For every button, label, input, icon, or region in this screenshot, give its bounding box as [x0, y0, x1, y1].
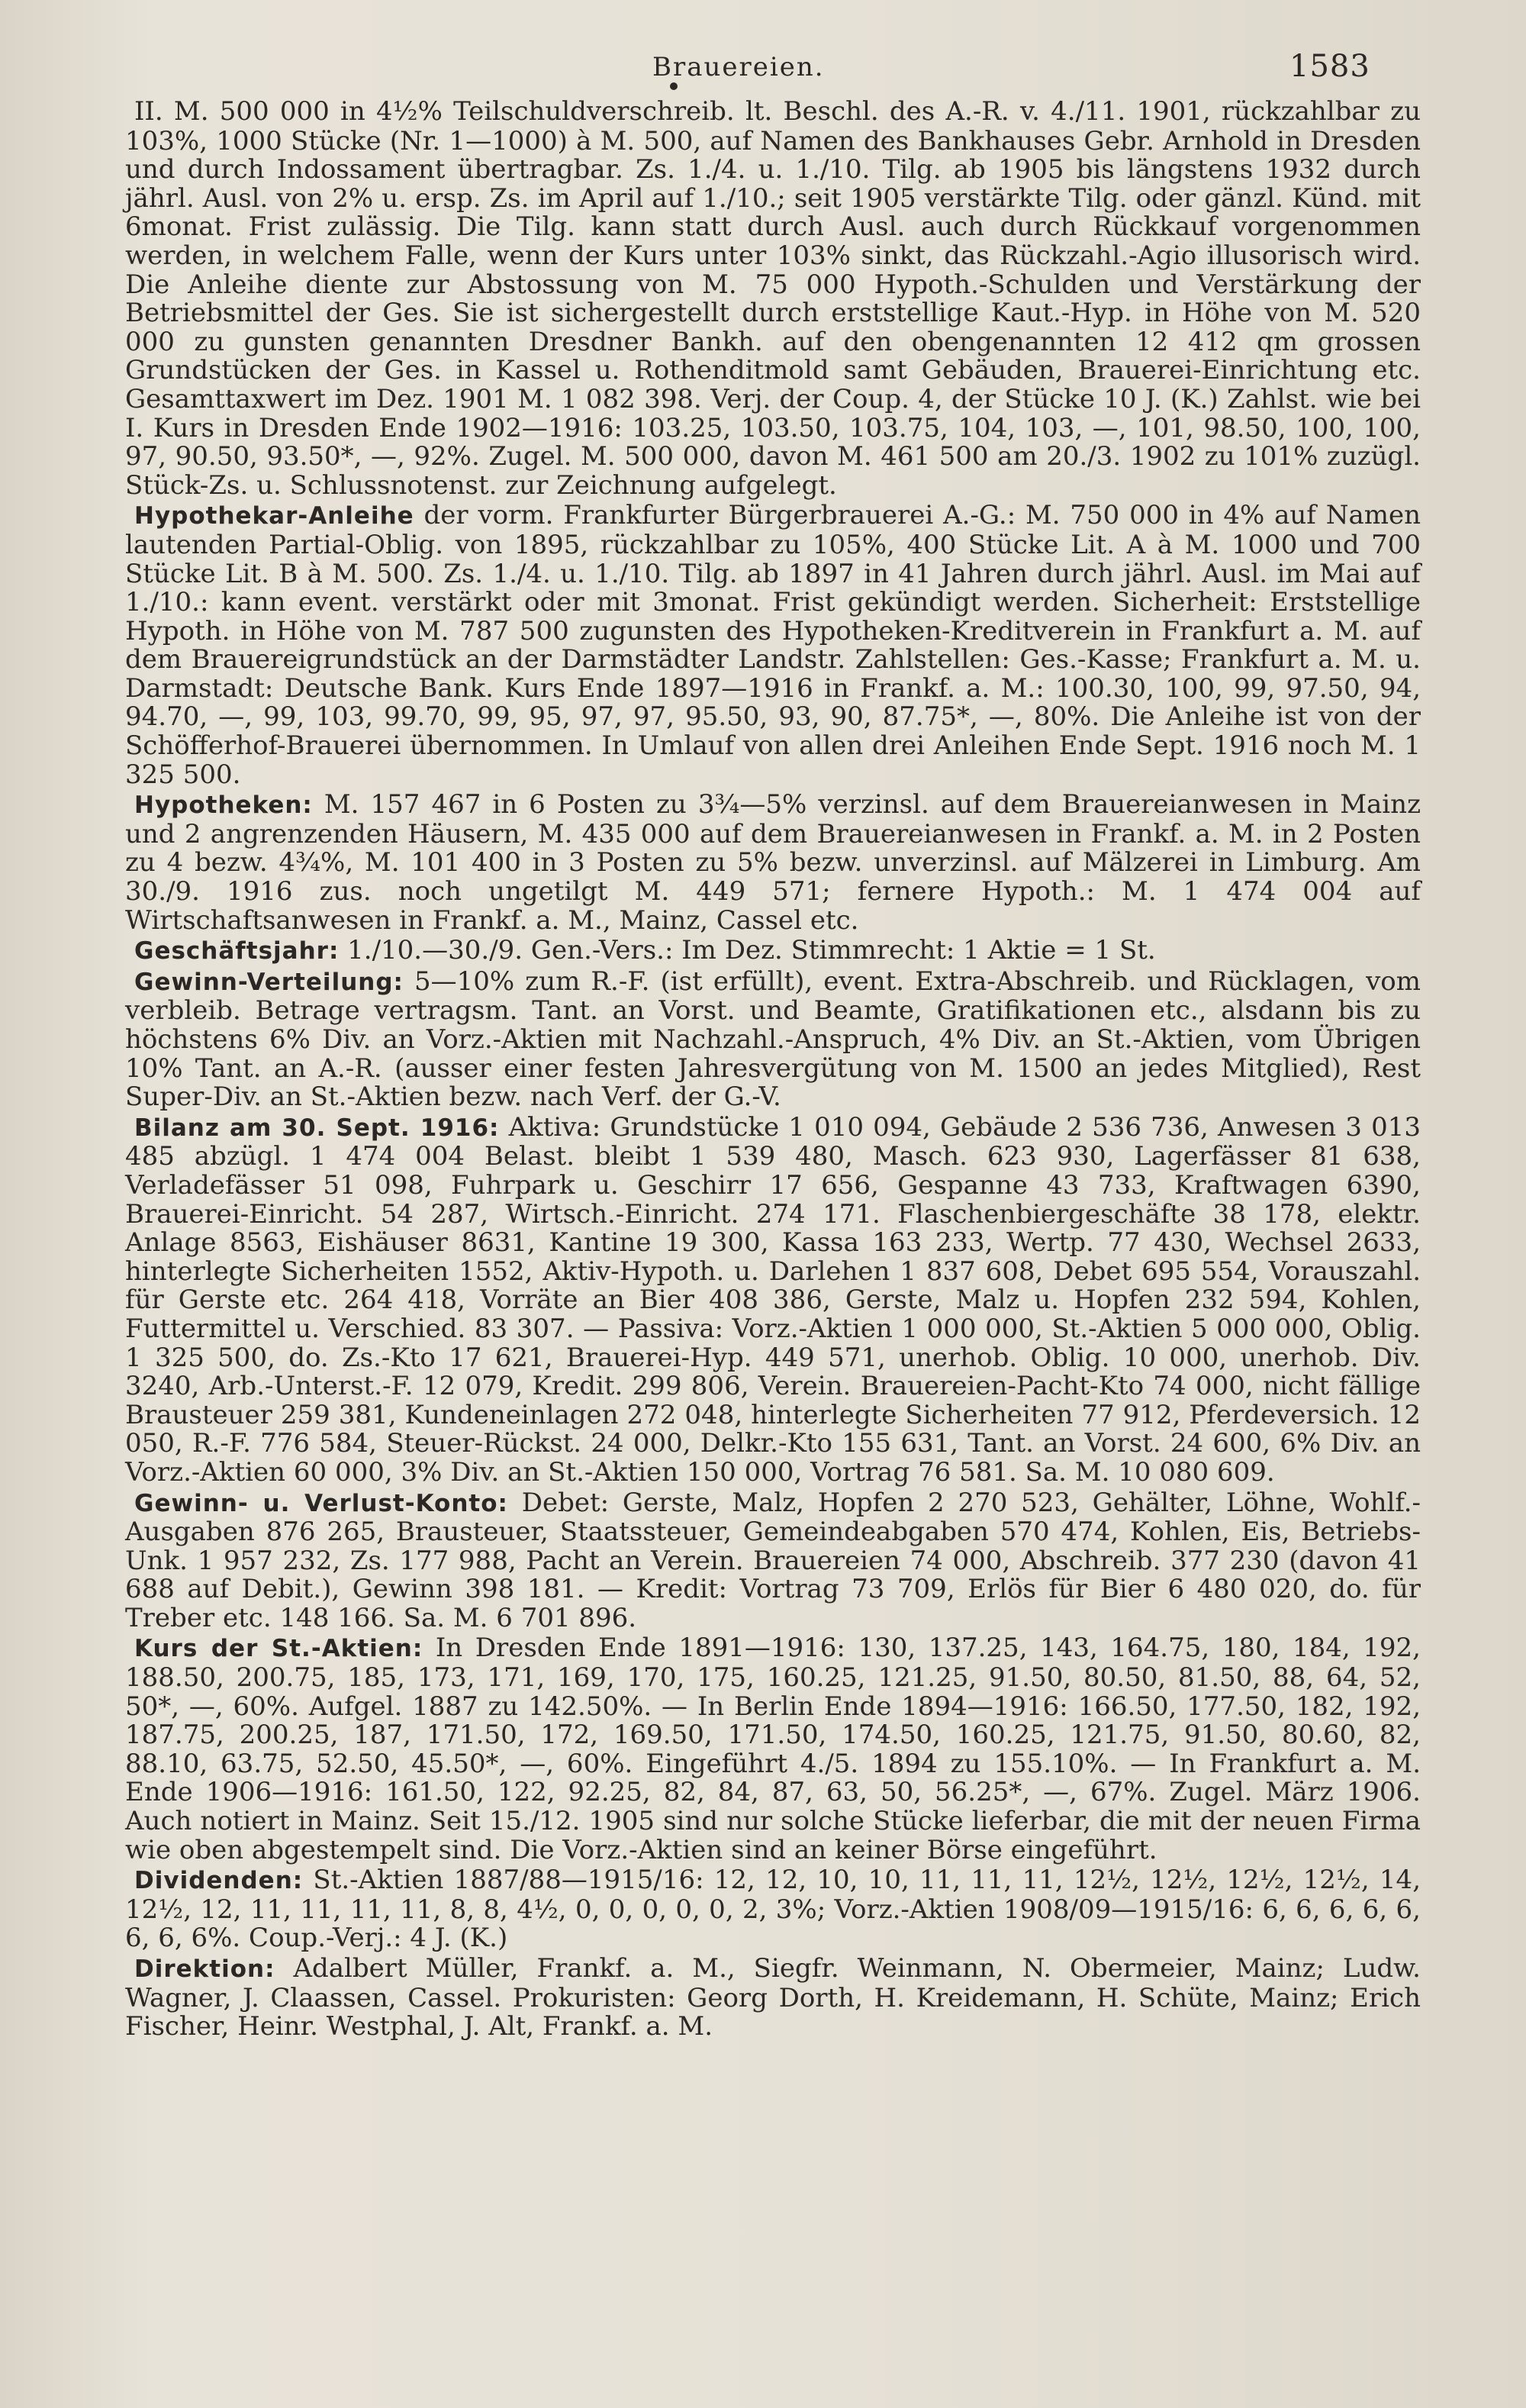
paragraph-lead: Gewinn- u. Verlust-Konto: — [134, 1489, 508, 1517]
paragraph-hypotheken — [125, 791, 1421, 935]
paragraph-text: St.-Aktien 1887/88—1915/16: 12, 12, 10, 10, 11, 11, 11, 12½, 12½, 12½, 12½, 14, 12½, 12, 11, 11, 11, 11, 8, 8, 4½, 0, 0, 0, 0, 0, 2, 3%; Vorz.-Aktien 1908/09—1915/16: 6, 6, 6, 6, 6, 6, 6, 6%. Coup.-Verj.: 4 J. (K.) — [125, 1865, 1421, 1954]
ink-dot-mark — [670, 82, 678, 90]
paragraph-lead: Gewinn-Verteilung: — [134, 968, 404, 996]
paragraph-lead: Hypothekar-Anleihe — [134, 502, 414, 530]
page-number: 1583 — [1289, 49, 1370, 84]
paragraph-lead: Geschäftsjahr: — [134, 937, 340, 965]
paragraph-gewinn-verlust-konto — [125, 1489, 1421, 1633]
paragraph-text: Debet: Gerste, Malz, Hopfen 2 270 523, Gehälter, Löhne, Wohlf.-Ausgaben 876 265, Brausteuer, Staatssteuer, Gemeindeabgaben 570 474, Kohlen, Eis, Betriebs-Unk. 1 957 232, Zs. 177 988, Pacht an Verein. Brauereien 74 000, Abschreib. 377 230 (davon 41 688 auf Debit.), Gewinn 398 181. — Kredit: Vortrag 73 709, Erlös für Bier 6 480 020, do. für Treber etc. 148 166. Sa. M. 6 701 896. — [125, 1487, 1421, 1633]
paragraph-lead: Direktion: — [134, 1955, 275, 1983]
paragraph-text: II. M. 500 000 in 4½% Teilschuldverschreib. lt. Beschl. des A.-R. v. 4./11. 1901, rückzahlbar zu 103%, 1000 Stücke (Nr. 1—1000) à M. 500, auf Namen des Bankhauses Gebr. Arnhold in Dresden und durch Indossament übertragbar. Zs. 1./4. u. 1./10. Tilg. ab 1905 bis längstens 1932 durch jährl. Ausl. von 2% u. ersp. Zs. im April auf 1./10.; seit 1905 verstärkte Tilg. oder gänzl. Künd. mit 6monat. Frist zulässig. Die Tilg. kann statt durch Ausl. auch durch Rückkauf vorgenommen werden, in welchem Falle, wenn der Kurs unter 103% sinkt, das Rückzahl.-Agio illusorisch wird. Die Anleihe diente zur Abstossung von M. 75 000 Hypoth.-Schulden und Verstärkung der Betriebsmittel der Ges. Sie ist sichergestellt durch erststellige Kaut.-Hyp. in Höhe von M. 520 000 zu gunsten genannten Dresdner Bankh. auf den obengenannten 12 412 qm grossen Grundstücken der Ges. in Kassel u. Rothenditmold samt Gebäuden, Brauerei-Einrichtung etc. Gesamttaxwert im Dez. 1901 M. 1 082 398. Verj. der Coup. 4, der Stücke 10 J. (K.) Zahlst. wie bei I. Kurs in Dresden Ende 1902—1916: 103.25, 103.50, 103.75, 104, 103, —, 101, 98.50, 100, 100, 97, 90.50, 93.50*, —, 92%. Zugel. M. 500 000, davon M. 461 500 am 20./3. 1902 zu 101% zuzügl. Stück-Zs. u. Schlussnotenst. zur Zeichnung aufgelegt. — [125, 96, 1421, 501]
paragraph-lead: Bilanz am 30. Sept. 1916: — [134, 1114, 500, 1142]
paragraph-text: Aktiva: Grundstücke 1 010 094, Gebäude 2 536 736, Anwesen 3 013 485 abzügl. 1 474 004 Belast. bleibt 1 539 480, Masch. 623 930, Lagerfässer 81 638, Verladefässer 51 098, Fuhrpark u. Geschirr 17 656, Gespanne 43 733, Kraftwagen 6390, Brauerei-Einricht. 54 287, Wirtsch.-Einricht. 274 171. Flaschenbiergeschäfte 38 178, elektr. Anlage 8563, Eishäuser 8631, Kantine 19 300, Kassa 163 233, Wertp. 77 430, Wechsel 2633, hinterlegte Sicherheiten 1552, Aktiv-Hypoth. u. Darlehen 1 837 608, Debet 695 554, Vorauszahl. für Gerste etc. 264 418, Vorräte an Bier 408 386, Gerste, Malz u. Hopfen 232 594, Kohlen, Futtermittel u. Verschied. 83 307. — Passiva: Vorz.-Aktien 1 000 000, St.-Aktien 5 000 000, Oblig. 1 325 500, do. Zs.-Kto 17 621, Brauerei-Hyp. 449 571, unerhob. Oblig. 10 000, unerhob. Div. 3240, Arb.-Unterst.-F. 12 079, Kredit. 299 806, Verein. Brauereien-Pacht-Kto 74 000, nicht fällige Brausteuer 259 381, Kundeneinlagen 272 048, hinterlegte Sicherheiten 77 912, Pferdeversich. 12 050, R.-F. 776 584, Steuer-Rückst. 24 000, Delkr.-Kto 155 631, Tant. an Vorst. 24 600, 6% Div. an Vorz.-Aktien 60 000, 3% Div. an St.-Aktien 150 000, Vortrag 76 581. Sa. M. 10 080 609. — [125, 1111, 1421, 1488]
paragraph-text: Adalbert Müller, Frankf. a. M., Siegfr. Weinmann, N. Obermeier, Mainz; Ludw. Wagner, J. Claassen, Cassel. Prokuristen: Georg Dorth, H. Kreidemann, H. Schüte, Mainz; Erich Fischer, Heinr. Westphal, J. Alt, Frankf. a. M. — [125, 1953, 1421, 2042]
paragraph-hypothekar-anleihe — [125, 501, 1421, 789]
page-header — [0, 47, 1526, 93]
paragraph-text: 5—10% zum R.-F. (ist erfüllt), event. Extra-Abschreib. und Rücklagen, vom verbleib. Betrage vertragsm. Tant. an Vorst. und Beamte, Gratifikationen etc., alsdann bis zu höchstens 6% Div. an Vorz.-Aktien mit Nachzahl.-Anspruch, 4% Div. an St.-Aktien, vom Übrigen 10% Tant. an A.-R. (ausser einer festen Jahresvergütung von M. 1500 an jedes Mitglied), Rest Super-Div. an St.-Aktien bezw. nach Verf. der G.-V. — [125, 965, 1421, 1113]
paragraph-text: der vorm. Frankfurter Bürgerbrauerei A.-G.: M. 750 000 in 4% auf Namen lautenden Partial-Oblig. von 1895, rückzahlbar zu 105%, 400 Stücke Lit. A à M. 1000 und 700 Stücke Lit. B à M. 500. Zs. 1./4. u. 1./10. Tilg. ab 1897 in 41 Jahren durch jährl. Ausl. im Mai auf 1./10.: kann event. verstärkt oder mit 3monat. Frist gekündigt werden. Sicherheit: Erststellige Hypoth. in Höhe von M. 787 500 zugunsten des Hypotheken-Kreditverein in Frankfurt a. M. auf dem Brauereigrundstück an der Darmstädter Landstr. Zahlstellen: Ges.-Kasse; Frankfurt a. M. u. Darmstadt: Deutsche Bank. Kurs Ende 1897—1916 in Frankf. a. M.: 100.30, 100, 99, 97.50, 94, 94.70, —, 99, 103, 99.70, 99, 95, 97, 97, 95.50, 93, 90, 87.75*, —, 80%. Die Anleihe ist von der Schöfferhof-Brauerei übernommen. In Umlauf von allen drei Anleihen Ende Sept. 1916 noch M. 1 325 500. — [125, 500, 1421, 790]
paragraph-lead: Kurs der St.-Aktien: — [134, 1635, 423, 1663]
paragraph-lead: Dividenden: — [134, 1867, 304, 1895]
paragraph-dividenden — [125, 1866, 1421, 1953]
paragraph-direktion — [125, 1955, 1421, 2042]
page-body — [125, 98, 1421, 2042]
paragraph-text: 1./10.—30./9. Gen.-Vers.: Im Dez. Stimmrecht: 1 Aktie = 1 St. — [339, 935, 1156, 966]
paragraph-bilanz — [125, 1111, 1421, 1488]
paragraph-gewinn-verteilung — [125, 965, 1421, 1113]
paragraph-geschaeftsjahr — [125, 936, 1421, 966]
running-title: Brauereien. — [652, 52, 825, 82]
paragraph-bond-issue-ii — [125, 98, 1421, 500]
paragraph-text: In Dresden Ende 1891—1916: 130, 137.25, 143, 164.75, 180, 184, 192, 188.50, 200.75, 185, 173, 171, 169, 170, 175, 160.25, 121.25, 91.50, 80.50, 81.50, 88, 64, 52, 50*, —, 60%. Aufgel. 1887 zu 142.50%. — In Berlin Ende 1894—1916: 166.50, 177.50, 182, 192, 187.75, 200.25, 187, 171.50, 172, 169.50, 171.50, 174.50, 160.25, 121.75, 91.50, 80.60, 82, 88.10, 63.75, 52.50, 45.50*, —, 60%. Eingeführt 4./5. 1894 zu 155.10%. — In Frankfurt a. M. Ende 1906—1916: 161.50, 122, 92.25, 82, 84, 87, 63, 50, 56.25*, —, 67%. Zugel. März 1906. Auch notiert in Mainz. Seit 15./12. 1905 sind nur solche Stücke lieferbar, die mit der neuen Firma wie oben abgestempelt sind. Die Vorz.-Aktien sind an keiner Börse eingeführt. — [125, 1633, 1421, 1865]
paragraph-lead: Hypotheken: — [134, 791, 313, 820]
paragraph-text: M. 157 467 in 6 Posten zu 3¾—5% verzinsl. auf dem Brauereianwesen in Mainz und 2 angrenzenden Häusern, M. 435 000 auf dem Brauereianwesen in Frankf. a. M. in 2 Posten zu 4 bezw. 4¾%, M. 101 400 in 3 Posten zu 5% bezw. unverzinsl. auf Mälzerei in Limburg. Am 30./9. 1916 zus. noch ungetilgt M. 449 571; fernere Hypoth.: M. 1 474 004 auf Wirtschaftsanwesen in Frankf. a. M., Mainz, Cassel etc. — [125, 789, 1421, 936]
paragraph-kurs-der-st-aktien — [125, 1634, 1421, 1865]
